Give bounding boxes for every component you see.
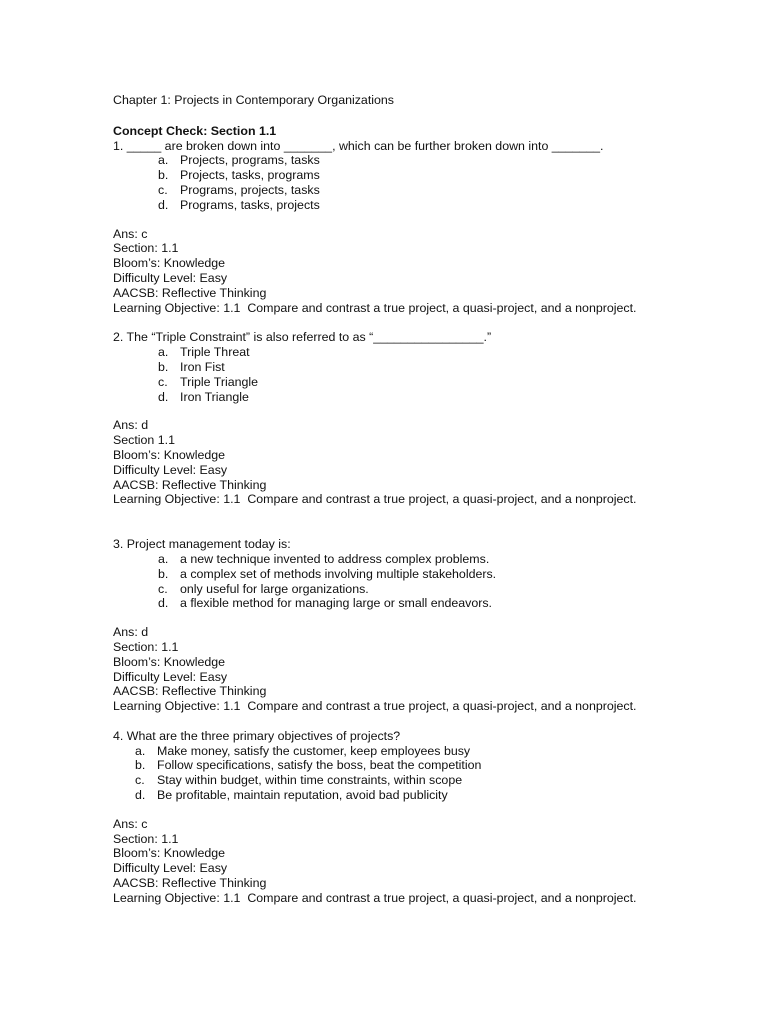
option-c <box>113 375 733 390</box>
answer-options <box>113 153 733 212</box>
option-letter: d. <box>158 596 169 611</box>
question-stem: 3. Project management today is: <box>113 537 291 552</box>
answer-key: Ans: c <box>113 816 148 831</box>
option-text: Follow specifications, satisfy the boss, beat the competition <box>157 758 482 773</box>
option-letter: d. <box>158 389 169 404</box>
option-a <box>113 345 733 360</box>
option-c <box>113 582 733 597</box>
option-d <box>113 596 733 611</box>
aacsb-tag: AACSB: Reflective Thinking <box>113 285 267 300</box>
answer-key: Ans: d <box>113 418 149 433</box>
option-text: Be profitable, maintain reputation, avoid bad publicity <box>157 788 448 803</box>
option-a <box>113 744 733 759</box>
option-letter: a. <box>158 551 169 566</box>
option-text: Iron Fist <box>180 359 225 374</box>
option-letter: b. <box>158 359 169 374</box>
option-b <box>113 168 733 183</box>
option-a <box>113 153 733 168</box>
option-text: Iron Triangle <box>180 389 249 404</box>
difficulty-level: Difficulty Level: Easy <box>113 861 228 876</box>
answer-metadata <box>113 418 733 507</box>
section-ref: Section: 1.1 <box>113 241 179 256</box>
option-text: a complex set of methods involving multiple stakeholders. <box>180 566 497 581</box>
learning-objective: Learning Objective: 1.1 Compare and contrast a true project, a quasi-project, and a nonproject. <box>113 300 637 315</box>
answer-key: Ans: c <box>113 226 148 241</box>
question-stem: 1. _____ are broken down into _______, which can be further broken down into _______. <box>113 138 604 153</box>
option-text: Projects, tasks, programs <box>180 168 320 183</box>
option-letter: b. <box>158 168 169 183</box>
blooms-level: Bloom’s: Knowledge <box>113 846 226 861</box>
answer-metadata <box>113 625 733 714</box>
chapter-title: Chapter 1: Projects in Contemporary Organizations <box>113 93 394 107</box>
aacsb-tag: AACSB: Reflective Thinking <box>113 876 267 891</box>
section-ref: Section 1.1 <box>113 433 175 448</box>
option-letter: d. <box>158 197 169 212</box>
option-letter: a. <box>158 153 169 168</box>
difficulty-level: Difficulty Level: Easy <box>113 669 228 684</box>
option-text: Stay within budget, within time constraints, within scope <box>157 773 463 788</box>
option-text: Make money, satisfy the customer, keep employees busy <box>157 743 471 758</box>
option-letter: c. <box>158 374 168 389</box>
answer-options <box>113 345 733 404</box>
answer-options <box>113 552 733 611</box>
option-text: only useful for large organizations. <box>180 581 369 596</box>
learning-objective: Learning Objective: 1.1 Compare and contrast a true project, a quasi-project, and a nonproject. <box>113 890 637 905</box>
learning-objective: Learning Objective: 1.1 Compare and contrast a true project, a quasi-project, and a nonproject. <box>113 699 637 714</box>
aacsb-tag: AACSB: Reflective Thinking <box>113 477 267 492</box>
option-a <box>113 552 733 567</box>
difficulty-level: Difficulty Level: Easy <box>113 270 228 285</box>
option-letter: a. <box>158 345 169 360</box>
blooms-level: Bloom’s: Knowledge <box>113 654 226 669</box>
option-text: Programs, projects, tasks <box>180 182 320 197</box>
option-letter: b. <box>135 758 146 773</box>
option-text: a flexible method for managing large or small endeavors. <box>180 596 492 611</box>
option-d <box>113 198 733 213</box>
question-4 <box>113 729 733 906</box>
section-ref: Section: 1.1 <box>113 639 179 654</box>
option-letter: d. <box>135 788 146 803</box>
blooms-level: Bloom’s: Knowledge <box>113 256 226 271</box>
document-page <box>113 93 733 906</box>
blooms-level: Bloom’s: Knowledge <box>113 447 226 462</box>
option-letter: c. <box>135 773 145 788</box>
question-2 <box>113 330 733 507</box>
difficulty-level: Difficulty Level: Easy <box>113 462 228 477</box>
option-letter: c. <box>158 182 168 197</box>
option-letter: c. <box>158 581 168 596</box>
option-letter: b. <box>158 566 169 581</box>
option-d <box>113 390 733 405</box>
answer-options <box>113 744 733 803</box>
option-d <box>113 788 733 803</box>
option-c <box>113 773 733 788</box>
option-text: a new technique invented to address complex problems. <box>180 551 490 566</box>
question-3 <box>113 537 733 714</box>
answer-metadata <box>113 227 733 316</box>
option-b <box>113 758 733 773</box>
aacsb-tag: AACSB: Reflective Thinking <box>113 684 267 699</box>
concept-check-heading: Concept Check: Section 1.1 <box>113 123 277 138</box>
option-b <box>113 567 733 582</box>
option-b <box>113 360 733 375</box>
option-text: Projects, programs, tasks <box>180 153 320 168</box>
question-stem: 2. The “Triple Constraint” is also referred to as “________________.” <box>113 330 492 345</box>
answer-key: Ans: d <box>113 625 149 640</box>
answer-metadata <box>113 817 733 906</box>
question-1 <box>113 139 733 316</box>
section-ref: Section: 1.1 <box>113 831 179 846</box>
option-text: Triple Threat <box>180 345 250 360</box>
learning-objective: Learning Objective: 1.1 Compare and contrast a true project, a quasi-project, and a nonproject. <box>113 492 637 507</box>
option-letter: a. <box>135 743 146 758</box>
question-stem: 4. What are the three primary objectives of projects? <box>113 728 401 743</box>
option-c <box>113 183 733 198</box>
option-text: Triple Triangle <box>180 374 259 389</box>
option-text: Programs, tasks, projects <box>180 197 320 212</box>
